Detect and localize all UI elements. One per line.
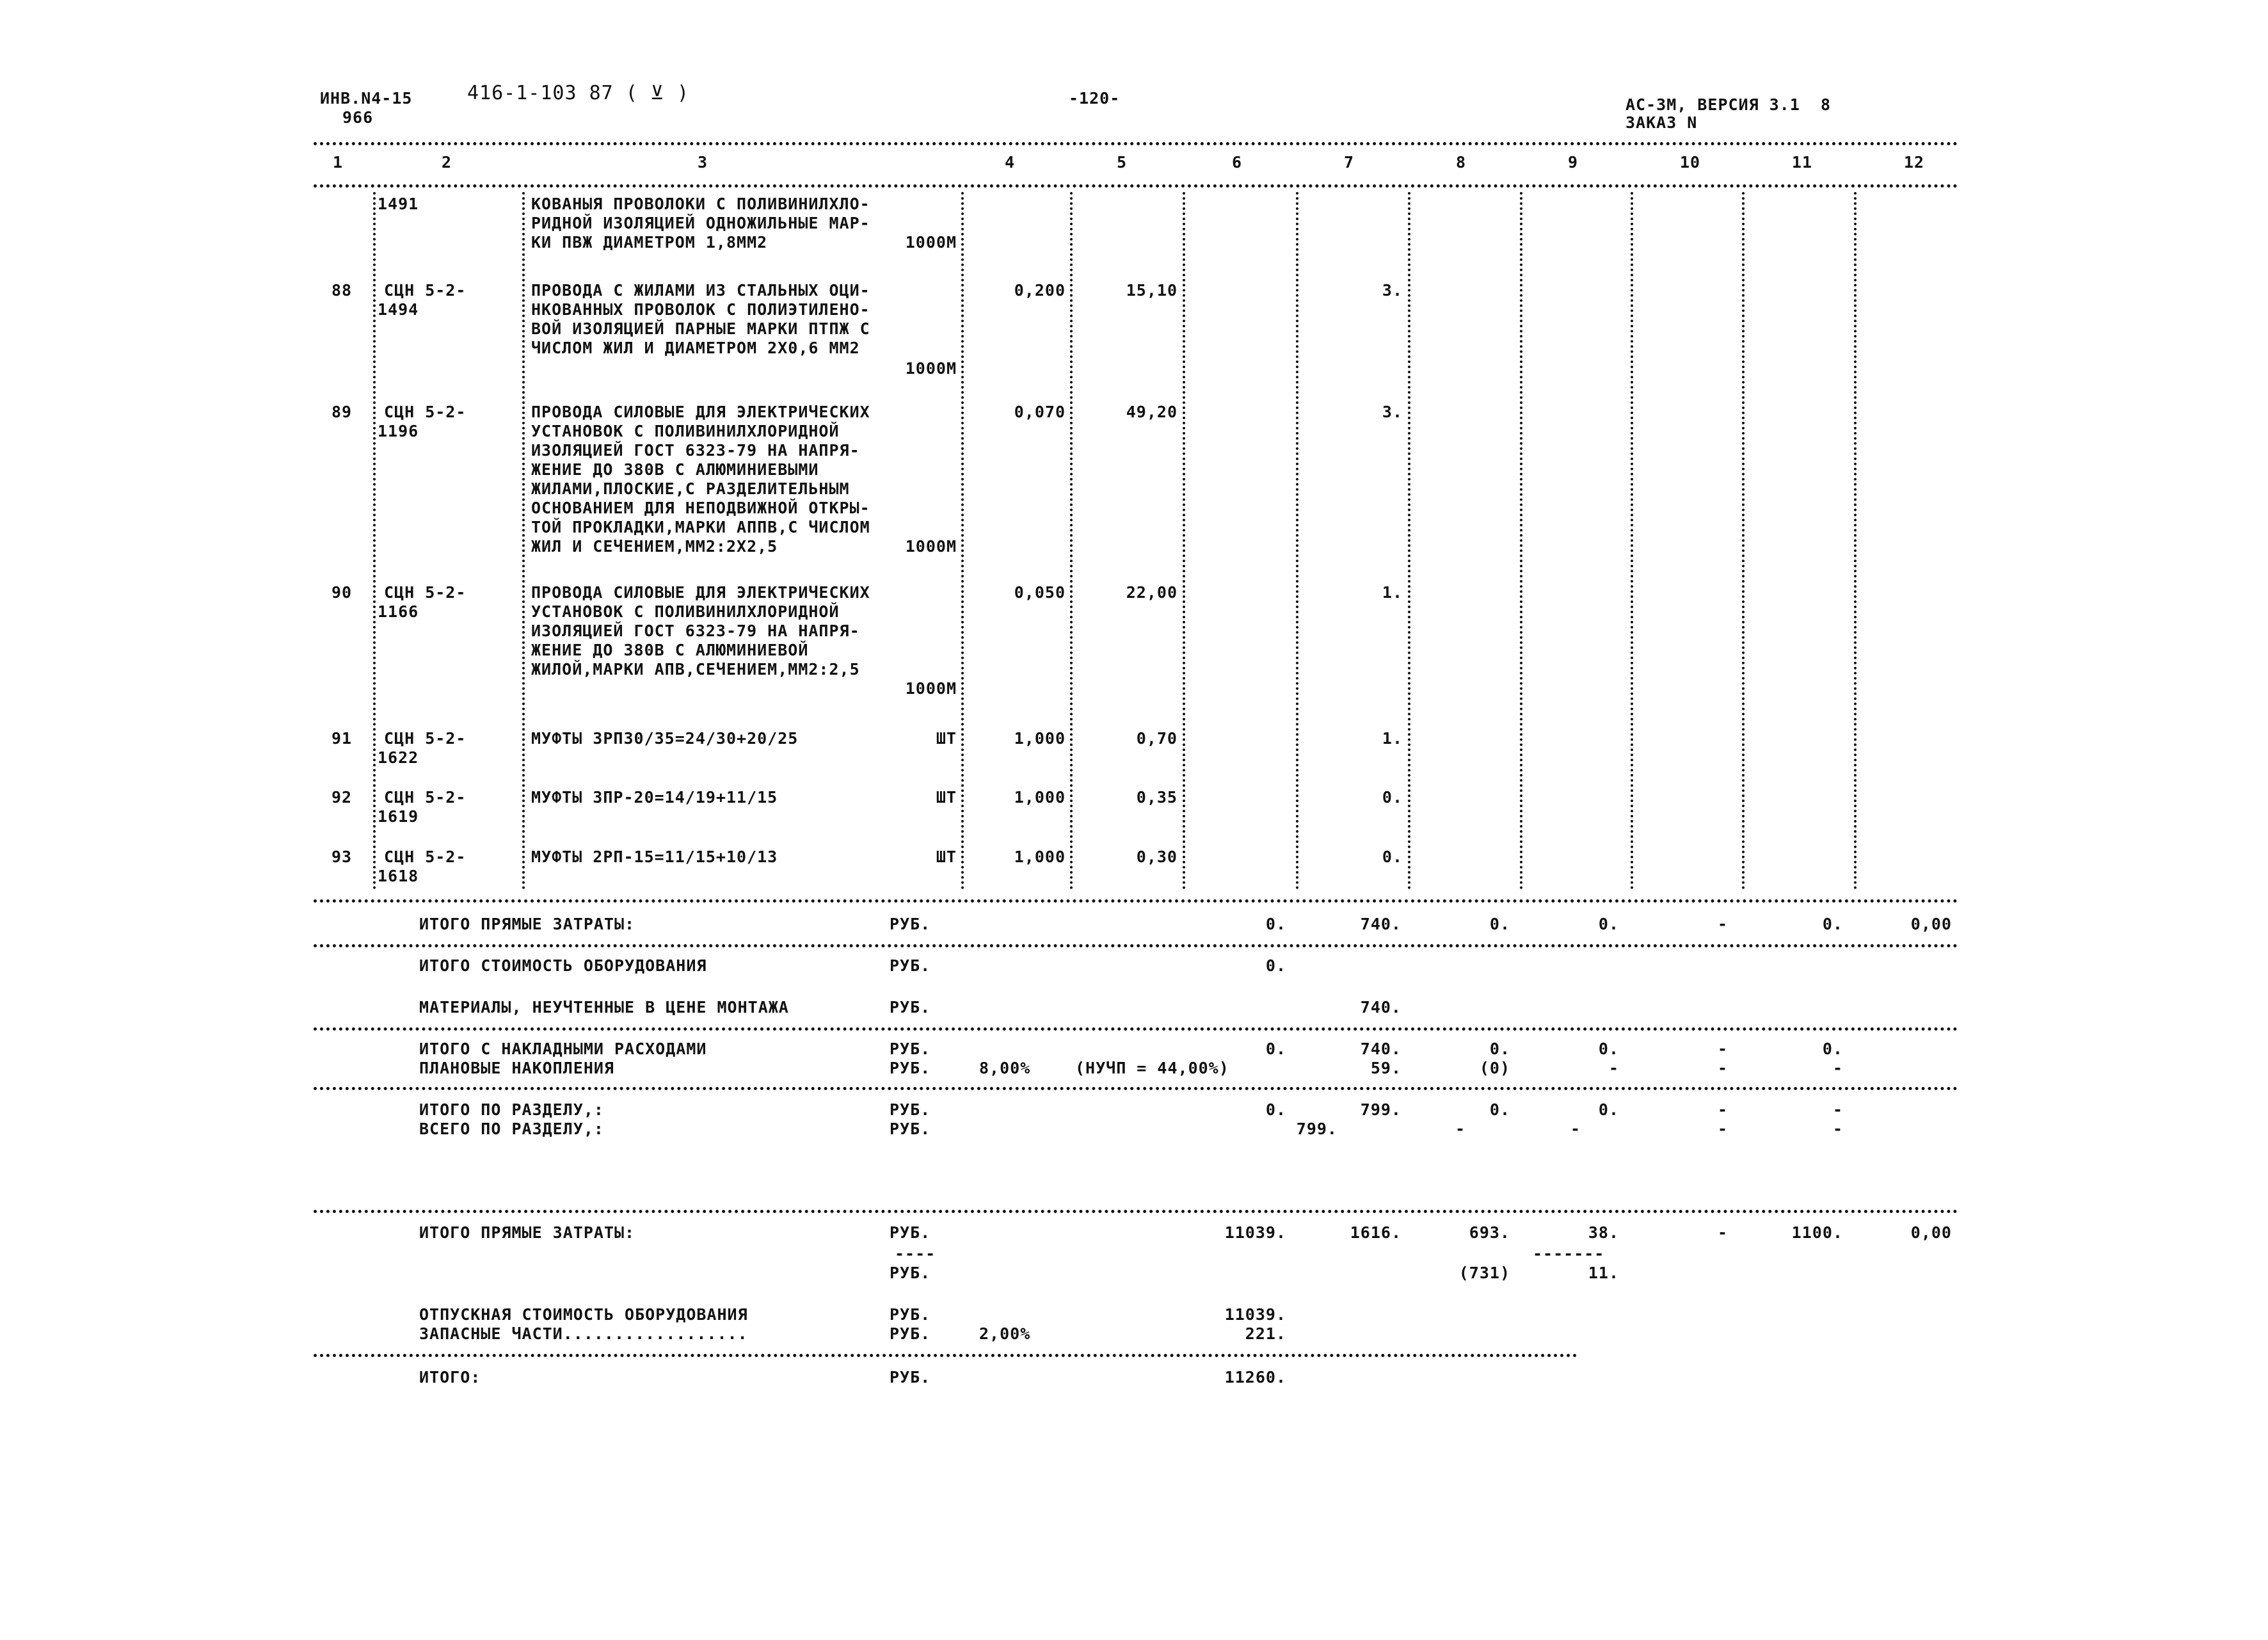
vsep xyxy=(1408,192,1410,890)
row-price: 15,10 xyxy=(1126,281,1178,300)
total-c6: 799. xyxy=(1296,1120,1338,1138)
total-unit: РУБ. xyxy=(890,998,931,1017)
total-label: ИТОГО ПО РАЗДЕЛУ,: xyxy=(419,1100,604,1119)
row-unit: 1000М xyxy=(905,537,957,556)
row-code: СЦН 5-2- xyxy=(384,281,467,300)
total-c11: 1100. xyxy=(1791,1223,1843,1242)
rule xyxy=(314,944,1958,947)
row-code: СЦН 5-2- xyxy=(384,403,467,421)
row-desc-line: МУФТЫ 3РП30/35=24/30+20/25 xyxy=(531,729,799,748)
vsep xyxy=(1631,192,1633,890)
row-qty: 1,000 xyxy=(1014,788,1066,807)
row-code-2: 1166 xyxy=(378,602,419,621)
total-c9: - xyxy=(1570,1120,1581,1138)
rule xyxy=(314,1087,1958,1090)
col-3: 3 xyxy=(698,153,708,172)
row-number: 92 xyxy=(331,788,353,807)
total-unit: РУБ. xyxy=(890,956,931,975)
total-c8: (731) xyxy=(1458,1264,1510,1282)
row-price: 49,20 xyxy=(1126,403,1178,421)
row-number: 89 xyxy=(331,403,353,421)
inventory-number: ИНВ.N4-15 xyxy=(320,89,413,108)
vsep xyxy=(1742,192,1745,890)
row-desc-line: ИЗОЛЯЦИЕЙ ГОСТ 6323-79 НА НАПРЯ- xyxy=(531,622,860,640)
col-9: 9 xyxy=(1568,153,1579,172)
row-desc-line: РИДНОЙ ИЗОЛЯЦИЕЙ ОДНОЖИЛЬНЫЕ МАР- xyxy=(531,214,870,232)
row-desc-line: ПРОВОДА СИЛОВЫЕ ДЛЯ ЭЛЕКТРИЧЕСКИХ xyxy=(531,583,870,602)
total-c10: - xyxy=(1717,1100,1728,1119)
total-unit: РУБ. xyxy=(890,1100,931,1119)
row-price: 0,35 xyxy=(1136,788,1178,807)
row-unit: ШТ xyxy=(936,848,957,866)
row-desc-line: УСТАНОВОК С ПОЛИВИНИЛХЛОРИДНОЙ xyxy=(531,602,840,621)
row-qty: 0,050 xyxy=(1014,583,1066,602)
total-unit: РУБ. xyxy=(890,1264,931,1282)
total-c11: 0. xyxy=(1822,915,1843,933)
total-label: ИТОГО ПРЯМЫЕ ЗАТРАТЫ: xyxy=(419,915,635,933)
row-desc-line: УСТАНОВОК С ПОЛИВИНИЛХЛОРИДНОЙ xyxy=(531,422,840,440)
total-c7: 740. xyxy=(1360,915,1402,933)
total-c10: - xyxy=(1717,1120,1728,1138)
total-note: (НУЧП = 44,00%) xyxy=(1075,1059,1229,1077)
row-desc-line: МУФТЫ 2РП-15=11/15+10/13 xyxy=(531,848,778,866)
row-code: СЦН 5-2- xyxy=(384,788,467,807)
vsep xyxy=(1520,192,1522,890)
total-label: ИТОГО: xyxy=(419,1368,481,1387)
rule xyxy=(314,1210,1958,1213)
total-c7: 740. xyxy=(1360,1040,1402,1058)
vsep xyxy=(961,192,964,890)
total-unit: РУБ. xyxy=(890,1305,931,1324)
total-c9: 11. xyxy=(1588,1264,1619,1282)
row-price: 0,70 xyxy=(1136,729,1178,748)
total-c6: 11260. xyxy=(1224,1368,1286,1387)
total-unit: РУБ. xyxy=(890,1368,931,1387)
total-c11: - xyxy=(1832,1100,1843,1119)
row-c7: 3. xyxy=(1382,281,1403,300)
row-c7: 0. xyxy=(1382,848,1403,866)
total-c8: 0. xyxy=(1489,1040,1510,1058)
rule xyxy=(314,899,1958,903)
total-c10: - xyxy=(1717,1040,1728,1058)
total-c8: 0. xyxy=(1489,1100,1510,1119)
row-desc-line: МУФТЫ 3ПР-20=14/19+11/15 xyxy=(531,788,778,807)
rule xyxy=(314,1027,1958,1031)
total-c12: 0,00 xyxy=(1910,1223,1952,1242)
row-c7: 1. xyxy=(1382,583,1403,602)
total-c10: - xyxy=(1717,1223,1728,1242)
row-c7: 1. xyxy=(1382,729,1403,748)
col-2: 2 xyxy=(442,153,452,172)
row-code: СЦН 5-2- xyxy=(384,729,467,748)
sub-dashes: ---- xyxy=(895,1244,936,1263)
project-code: 416-1-103 87 ( ⊻ ) xyxy=(467,82,690,104)
total-c6: 11039. xyxy=(1224,1305,1286,1324)
row-code-2: 1618 xyxy=(378,867,419,885)
total-c9: - xyxy=(1608,1059,1619,1077)
total-c12: 0,00 xyxy=(1910,915,1952,933)
row-desc-line: ОСНОВАНИЕМ ДЛЯ НЕПОДВИЖНОЙ ОТКРЫ- xyxy=(531,499,870,517)
col-4: 4 xyxy=(1005,153,1016,172)
row-code-2: 1622 xyxy=(378,748,419,767)
row-price: 22,00 xyxy=(1126,583,1178,602)
total-c6: 11039. xyxy=(1224,1223,1286,1242)
total-unit: РУБ. xyxy=(890,1324,931,1343)
total-c11: 0. xyxy=(1822,1040,1843,1058)
total-c8: (0) xyxy=(1479,1059,1510,1077)
total-pct: 2,00% xyxy=(979,1324,1031,1343)
order-number: ЗАКАЗ N xyxy=(1625,113,1698,132)
vsep xyxy=(1183,192,1185,890)
total-label: ЗАПАСНЫЕ ЧАСТИ.................. xyxy=(419,1324,748,1343)
row-desc-line: ПРОВОДА С ЖИЛАМИ ИЗ СТАЛЬНЫХ ОЦИ- xyxy=(531,281,870,300)
total-label: МАТЕРИАЛЫ, НЕУЧТЕННЫЕ В ЦЕНЕ МОНТАЖА xyxy=(419,998,789,1017)
total-label: ИТОГО С НАКЛАДНЫМИ РАСХОДАМИ xyxy=(419,1040,707,1058)
total-c6: 0. xyxy=(1265,1040,1286,1058)
vsep xyxy=(1070,192,1073,890)
row-number: 91 xyxy=(331,729,353,748)
row-desc-line: НКОВАННЫХ ПРОВОЛОК С ПОЛИЭТИЛЕНО- xyxy=(531,300,870,319)
total-c7: 740. xyxy=(1360,998,1402,1017)
total-c11: - xyxy=(1832,1059,1843,1077)
system-version: АС-3М, ВЕРСИЯ 3.1 8 xyxy=(1625,95,1832,114)
row-unit: ШТ xyxy=(936,729,957,748)
row-c7: 0. xyxy=(1382,788,1403,807)
col-5: 5 xyxy=(1117,153,1128,172)
row-qty: 1,000 xyxy=(1014,729,1066,748)
total-c8: 0. xyxy=(1489,915,1510,933)
total-c9: 38. xyxy=(1588,1223,1619,1242)
row-desc-line: ЖИЛАМИ,ПЛОСКИЕ,С РАЗДЕЛИТЕЛЬНЫМ xyxy=(531,479,850,498)
total-label: ОТПУСКНАЯ СТОИМОСТЬ ОБОРУДОВАНИЯ xyxy=(419,1305,748,1324)
col-10: 10 xyxy=(1680,153,1701,172)
vsep xyxy=(373,192,376,890)
total-c8: - xyxy=(1455,1120,1465,1138)
header-rule-bottom xyxy=(314,184,1958,188)
total-unit: РУБ. xyxy=(890,1223,931,1242)
total-unit: РУБ. xyxy=(890,1040,931,1058)
row-price: 0,30 xyxy=(1136,848,1178,866)
row-unit: 1000М xyxy=(905,233,957,252)
total-c11: - xyxy=(1832,1120,1843,1138)
row-code: СЦН 5-2- xyxy=(384,848,467,866)
row-desc-line: ЖЕНИЕ ДО 380В С АЛЮМИНИЕВЫМИ xyxy=(531,460,819,479)
col-12: 12 xyxy=(1904,153,1925,172)
total-unit: РУБ. xyxy=(890,1059,931,1077)
row-qty: 0,070 xyxy=(1014,403,1066,421)
row-desc-line: ТОЙ ПРОКЛАДКИ,МАРКИ АППВ,С ЧИСЛОМ xyxy=(531,518,870,536)
total-c10: - xyxy=(1717,1059,1728,1077)
total-c8: 693. xyxy=(1469,1223,1510,1242)
row-qty: 0,200 xyxy=(1014,281,1066,300)
col-8: 8 xyxy=(1456,153,1467,172)
row-desc-line: ЖИЛОЙ,МАРКИ АПВ,СЕЧЕНИЕМ,ММ2:2,5 xyxy=(531,660,860,679)
row-code: 1491 xyxy=(378,195,419,213)
total-c6: 0. xyxy=(1265,1100,1286,1119)
total-c9: 0. xyxy=(1598,915,1619,933)
row-desc-line: ИЗОЛЯЦИЕЙ ГОСТ 6323-79 НА НАПРЯ- xyxy=(531,441,860,460)
row-desc-line: КИ ПВЖ ДИАМЕТРОМ 1,8ММ2 xyxy=(531,233,768,252)
total-c7: 59. xyxy=(1370,1059,1402,1077)
total-c6: 221. xyxy=(1245,1324,1286,1343)
total-label: ПЛАНОВЫЕ НАКОПЛЕНИЯ xyxy=(419,1059,614,1077)
col-6: 6 xyxy=(1232,153,1243,172)
inventory-sub: 966 xyxy=(342,108,374,127)
row-c7: 3. xyxy=(1382,403,1403,421)
rule xyxy=(314,1354,1577,1357)
total-c6: 0. xyxy=(1265,956,1286,975)
vsep xyxy=(1854,192,1857,890)
row-number: 90 xyxy=(331,583,353,602)
total-c7: 799. xyxy=(1360,1100,1402,1119)
row-unit: ШТ xyxy=(936,788,957,807)
col-7: 7 xyxy=(1344,153,1355,172)
row-code-2: 1619 xyxy=(378,807,419,826)
col-11: 11 xyxy=(1792,153,1813,172)
page-number: -120- xyxy=(1069,89,1121,108)
row-desc-line: ЖЕНИЕ ДО 380В С АЛЮМИНИЕВОЙ xyxy=(531,641,809,659)
total-c9: 0. xyxy=(1598,1100,1619,1119)
vsep xyxy=(1296,192,1298,890)
row-code-2: 1196 xyxy=(378,422,419,440)
row-desc-line: ВОЙ ИЗОЛЯЦИЕЙ ПАРНЫЕ МАРКИ ПТПЖ С xyxy=(531,319,870,338)
row-desc-line: ЧИСЛОМ ЖИЛ И ДИАМЕТРОМ 2Х0,6 ММ2 xyxy=(531,339,860,357)
row-unit: 1000М xyxy=(905,679,957,698)
total-c6: 0. xyxy=(1265,915,1286,933)
total-c7: 1616. xyxy=(1350,1223,1402,1242)
row-qty: 1,000 xyxy=(1014,848,1066,866)
vsep xyxy=(522,192,525,890)
row-code-2: 1494 xyxy=(378,300,419,319)
row-number: 93 xyxy=(331,848,353,866)
sub-dashes: ------- xyxy=(1533,1244,1605,1263)
header-rule-top xyxy=(314,142,1958,145)
total-c9: 0. xyxy=(1598,1040,1619,1058)
total-label: ИТОГО ПРЯМЫЕ ЗАТРАТЫ: xyxy=(419,1223,635,1242)
total-c10: - xyxy=(1717,915,1728,933)
row-desc-line: ПРОВОДА СИЛОВЫЕ ДЛЯ ЭЛЕКТРИЧЕСКИХ xyxy=(531,403,870,421)
row-number: 88 xyxy=(331,281,353,300)
total-label: ИТОГО СТОИМОСТЬ ОБОРУДОВАНИЯ xyxy=(419,956,707,975)
row-unit: 1000М xyxy=(905,359,957,378)
total-unit: РУБ. xyxy=(890,915,931,933)
row-desc-line: КОВАНЫЯ ПРОВОЛОКИ С ПОЛИВИНИЛХЛО- xyxy=(531,195,870,213)
total-label: ВСЕГО ПО РАЗДЕЛУ,: xyxy=(419,1120,604,1138)
col-1: 1 xyxy=(333,153,344,172)
row-code: СЦН 5-2- xyxy=(384,583,467,602)
row-desc-line: ЖИЛ И СЕЧЕНИЕМ,ММ2:2Х2,5 xyxy=(531,537,778,556)
total-pct: 8,00% xyxy=(979,1059,1031,1077)
total-unit: РУБ. xyxy=(890,1120,931,1138)
